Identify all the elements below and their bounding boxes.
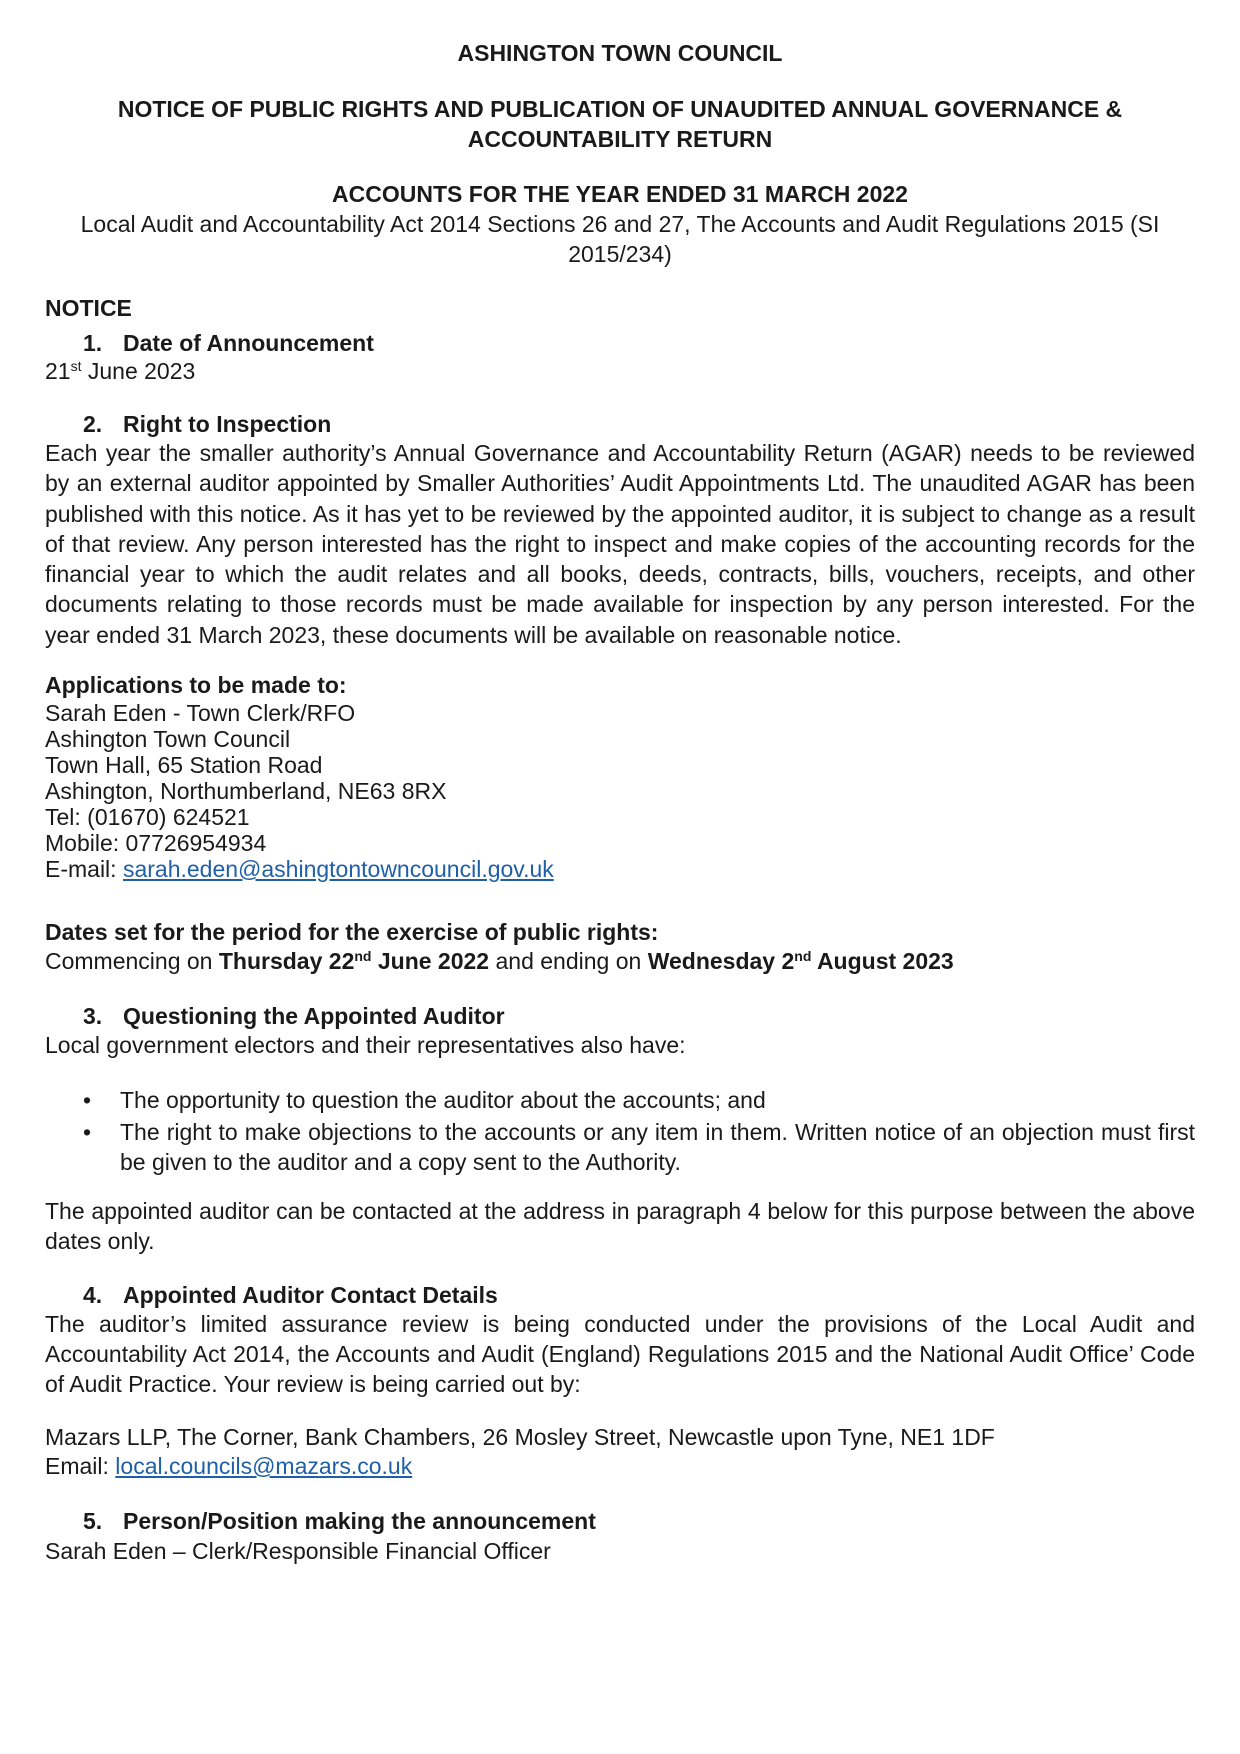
auditor-email-label: Email:	[45, 1453, 116, 1479]
section-3-intro: Local government electors and their representatives also have:	[45, 1032, 686, 1058]
bullet-text: The opportunity to question the auditor about the accounts; and	[120, 1087, 766, 1113]
dates-prefix: Commencing on	[45, 948, 219, 974]
contact-name: Sarah Eden - Town Clerk/RFO	[45, 700, 356, 726]
section-3-number: 3.	[83, 1003, 103, 1029]
notice-label: NOTICE	[45, 295, 132, 321]
applications-contact	[45, 700, 1195, 882]
list-item	[45, 1117, 1195, 1177]
date-rest: June 2023	[81, 358, 196, 384]
contact-telephone: Tel: (01670) 624521	[45, 804, 250, 830]
end-date: Wednesday 2	[647, 948, 795, 974]
accounts-heading: ACCOUNTS FOR THE YEAR ENDED 31 MARCH 2022	[332, 181, 908, 207]
dates-period	[45, 946, 1195, 976]
announcing-person: Sarah Eden – Clerk/Responsible Financial Officer	[45, 1538, 551, 1564]
email-label: E-mail:	[45, 856, 123, 882]
dates-middle: and ending on	[489, 948, 648, 974]
auditor-email-row	[45, 1451, 1195, 1481]
section-5-title: Person/Position making the announcement	[123, 1508, 596, 1534]
contact-email-row	[45, 856, 1195, 882]
date-suffix: st	[70, 358, 82, 374]
section-1-title: Date of Announcement	[123, 330, 374, 356]
section-3-title: Questioning the Appointed Auditor	[123, 1003, 505, 1029]
section-3-heading	[45, 1001, 1195, 1031]
section-4-body: The auditor’s limited assurance review is being conducted under the provisions of the Local Audit and Accountability Act 2014, the Accounts and Audit (England) Regulations 2015 and the National Audit Office’ Code of Audit Practice. Your review is being carried out by:	[45, 1311, 1195, 1397]
applications-heading: Applications to be made to:	[45, 672, 347, 698]
section-2-body: Each year the smaller authority’s Annual Governance and Accountability Return (AGAR) needs to be reviewed by an external auditor appointed by Smaller Authorities’ Audit Appointments Ltd. The unaudited AGAR has been published with this notice. As it has yet to be reviewed by the appointed auditor, it is subject to change as a result of that review. Any person interested has the right to inspect and make copies of the accounting records for the financial year to which the audit relates and all books, deeds, contracts, bills, vouchers, receipts, and other documents relating to those records must be made available for inspection by any person interested. For the year ended 31 March 2023, these documents will be available on reasonable notice.	[45, 440, 1195, 648]
contact-address-line-1: Town Hall, 65 Station Road	[45, 752, 323, 778]
section-1-heading	[45, 328, 1195, 358]
bullet-icon: •	[83, 1087, 92, 1113]
section-2-title: Right to Inspection	[123, 411, 332, 437]
date-day: 21	[45, 358, 71, 384]
end-date-rest: August 2023	[811, 948, 954, 974]
section-1-number: 1.	[83, 330, 103, 356]
contact-organisation: Ashington Town Council	[45, 726, 291, 752]
auditor-email-link[interactable]: local.councils@mazars.co.uk	[115, 1453, 413, 1479]
clerk-email-link[interactable]: sarah.eden@ashingtontowncouncil.gov.uk	[122, 856, 554, 882]
section-2-heading	[45, 409, 1195, 439]
section-4-title: Appointed Auditor Contact Details	[123, 1282, 498, 1308]
bullet-icon: •	[83, 1119, 92, 1145]
legislation-text: Local Audit and Accountability Act 2014 Sections 26 and 27, The Accounts and Audit Regulations 2015 (SI 2015/234)	[80, 211, 1160, 267]
bullet-text: The right to make objections to the accounts or any item in them. Written notice of an objection must first be given to the auditor and a copy sent to the Authority.	[120, 1119, 1195, 1175]
list-item	[45, 1085, 1195, 1115]
start-date-rest: June 2022	[371, 948, 490, 974]
start-date-suffix: nd	[354, 948, 372, 964]
contact-address-line-2: Ashington, Northumberland, NE63 8RX	[45, 778, 447, 804]
dates-heading: Dates set for the period for the exercise of public rights:	[45, 919, 659, 945]
section-4-number: 4.	[83, 1282, 103, 1308]
notice-title: NOTICE OF PUBLIC RIGHTS AND PUBLICATION OF UNAUDITED ANNUAL GOVERNANCE & ACCOUNTABILITY RETURN	[117, 96, 1123, 152]
section-3-bullet-list	[45, 1085, 1195, 1177]
section-4-heading	[45, 1280, 1195, 1310]
section-5-number: 5.	[83, 1508, 103, 1534]
start-date: Thursday 22	[218, 948, 355, 974]
announcement-date	[45, 356, 1195, 386]
section-3-closing: The appointed auditor can be contacted at the address in paragraph 4 below for this purpose between the above dates only.	[45, 1198, 1195, 1254]
section-2-number: 2.	[83, 411, 103, 437]
auditor-address: Mazars LLP, The Corner, Bank Chambers, 26 Mosley Street, Newcastle upon Tyne, NE1 1DF	[45, 1424, 995, 1450]
contact-mobile: Mobile: 07726954934	[45, 830, 267, 856]
section-5-heading	[45, 1506, 1195, 1536]
end-date-suffix: nd	[794, 948, 812, 964]
council-name: ASHINGTON TOWN COUNCIL	[457, 40, 783, 66]
